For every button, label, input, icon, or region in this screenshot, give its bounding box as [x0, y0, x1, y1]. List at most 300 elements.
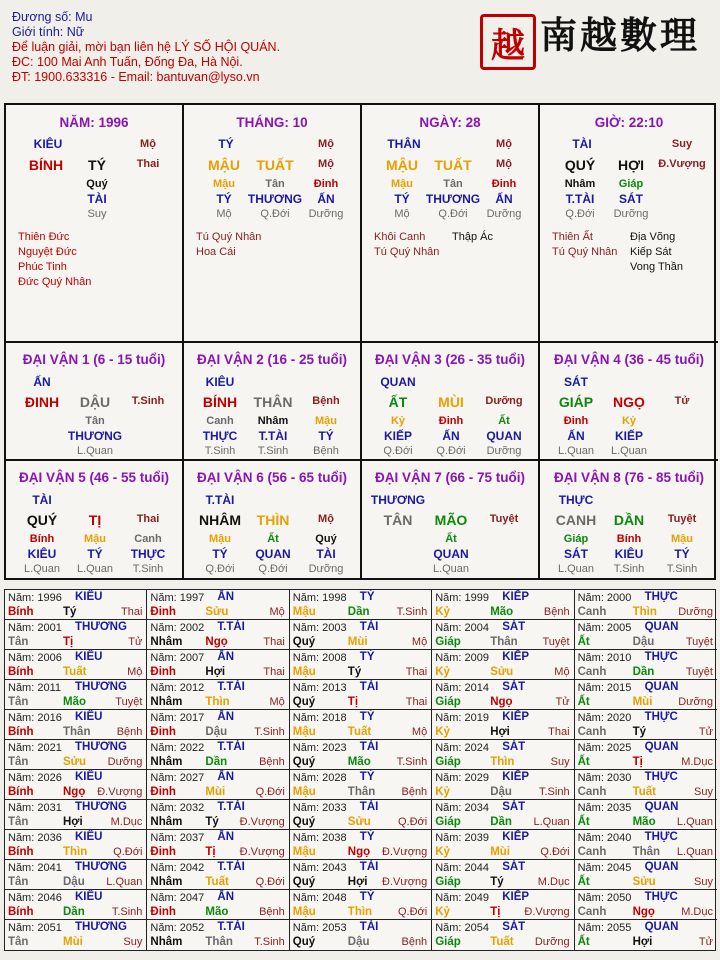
dai-van-title: ĐẠI VẬN 5 (46 - 55 tuổi): [18, 470, 170, 485]
year-thap-than: ẤN: [217, 831, 235, 843]
year-can: Nhâm: [150, 936, 183, 948]
year-label: Năm: 2015: [577, 682, 632, 694]
year-chi: Sửu: [632, 876, 656, 888]
year-truong-sinh: Q.Đới: [255, 876, 285, 888]
year-label: Năm: 1997: [150, 592, 205, 604]
year-grid: [4, 589, 716, 951]
hidden-truong-sinh: L.Quan: [557, 445, 595, 457]
year-truong-sinh: Bệnh: [116, 726, 143, 738]
year-label: Năm: 1996: [8, 592, 62, 604]
year-chi: Dần: [63, 906, 85, 918]
year-truong-sinh: Thai: [263, 666, 285, 678]
dai-van-can: NHÂM: [199, 512, 241, 528]
pillar-title: THÁNG: 10: [236, 115, 308, 130]
year-thap-than: KIÊU: [75, 651, 103, 663]
hidden-truong-sinh: T.Sinh: [613, 563, 645, 575]
year-truong-sinh: Suy: [123, 936, 143, 948]
year-can: Ất: [577, 636, 590, 648]
hidden-truong-sinh: L.Quan: [610, 445, 648, 457]
hidden-can: Tân: [443, 178, 463, 190]
year-thap-than: KIÊU: [75, 591, 103, 603]
pillar-can: BÍNH: [28, 157, 64, 173]
year-can: Ất: [577, 816, 590, 828]
pillar-thap-than: KIÊU: [33, 137, 63, 151]
year-thap-than: THƯƠNG: [75, 921, 127, 933]
year-can: Giáp: [435, 876, 461, 888]
hidden-can: Canh: [206, 415, 234, 427]
year-cell: [290, 740, 432, 770]
year-label: Năm: 2013: [292, 682, 347, 694]
year-thap-than: TÝ: [359, 891, 375, 903]
year-chi: Sửu: [63, 756, 87, 768]
year-truong-sinh: L.Quan: [676, 846, 713, 858]
year-truong-sinh: Mộ: [127, 666, 143, 678]
year-chi: Mùi: [632, 696, 653, 708]
hidden-can: Bính: [616, 533, 642, 545]
dai-van-chi: DẬU: [79, 394, 111, 410]
year-cell: [147, 590, 289, 620]
year-chi: Tý: [205, 816, 219, 828]
year-label: Năm: 2010: [577, 652, 632, 664]
year-label: Năm: 2020: [577, 712, 632, 724]
dai-van-title: ĐẠI VẬN 7 (66 - 75 tuổi): [374, 470, 526, 485]
year-can: Tân: [8, 636, 29, 648]
hidden-truong-sinh: Q.Đới: [383, 445, 413, 457]
year-cell: [290, 920, 432, 950]
year-can: Bính: [8, 906, 34, 918]
hidden-thap-than: SÁT: [564, 547, 588, 561]
year-cell: [147, 800, 289, 830]
hidden-thap-than: QUAN: [486, 429, 522, 443]
year-label: Năm: 2034: [435, 802, 489, 814]
year-label: Năm: 2027: [150, 772, 205, 784]
year-thap-than: THỰC: [644, 891, 678, 903]
year-chi: Tý: [632, 726, 647, 738]
year-truong-sinh: M.Dục: [537, 876, 570, 888]
hidden-thap-than: ẤN: [495, 192, 513, 206]
year-chi: Tị: [205, 846, 216, 858]
than-sat-star: Tú Quý Nhân: [552, 246, 618, 258]
hidden-truong-sinh: T.Sinh: [132, 563, 164, 575]
year-cell: [290, 860, 432, 890]
hidden-can: Giáp: [618, 178, 644, 190]
hidden-thap-than: KIẾP: [614, 429, 644, 443]
year-can: Ất: [577, 876, 590, 888]
year-can: Bính: [8, 606, 34, 618]
year-thap-than: QUAN: [644, 861, 679, 873]
year-thap-than: T.TÀI: [217, 801, 245, 813]
year-can: Quý: [292, 816, 316, 828]
hidden-truong-sinh: L.Quan: [23, 563, 61, 575]
year-truong-sinh: Mộ: [269, 696, 285, 708]
year-truong-sinh: Dưỡng: [534, 936, 570, 948]
year-thap-than: TÀI: [359, 801, 379, 813]
than-sat-star: Thập Ác: [452, 231, 493, 243]
year-label: Năm: 2004: [435, 622, 489, 634]
year-truong-sinh: Đ.Vượng: [239, 846, 285, 858]
dai-van-chi: MÙI: [438, 394, 464, 410]
hidden-thap-than: TÝ: [394, 192, 410, 206]
hidden-can: Đinh: [438, 415, 464, 427]
year-cell: [432, 830, 574, 860]
year-thap-than: ẤN: [217, 891, 235, 903]
hidden-can: Ất: [267, 533, 279, 545]
year-chi: Dậu: [490, 786, 512, 798]
year-truong-sinh: M.Dục: [681, 906, 713, 918]
year-can: Kỷ: [435, 666, 450, 678]
dai-van-thap-than: QUAN: [380, 375, 416, 389]
year-can: Nhâm: [150, 696, 183, 708]
hidden-can: Ất: [498, 415, 510, 427]
year-cell: [290, 830, 432, 860]
dai-van-thap-than: KIÊU: [205, 375, 235, 389]
year-chi: Tuất: [205, 876, 229, 888]
dai-van-title: ĐẠI VẬN 3 (26 - 35 tuổi): [374, 352, 526, 367]
year-can: Canh: [577, 606, 607, 618]
dai-van-thap-than: TÀI: [32, 493, 52, 507]
year-cell: [432, 590, 574, 620]
pillar-can: MẬU: [208, 157, 240, 173]
year-chi: Mão: [632, 816, 656, 828]
dai-van-title: ĐẠI VẬN 6 (56 - 65 tuổi): [196, 470, 348, 485]
year-truong-sinh: Mộ: [411, 726, 428, 738]
year-label: Năm: 2019: [435, 712, 489, 724]
year-cell: [290, 590, 432, 620]
dai-van-title: ĐẠI VẬN 1 (6 - 15 tuổi): [22, 352, 166, 367]
year-truong-sinh: T.Sinh: [254, 726, 285, 738]
year-label: Năm: 1999: [435, 592, 489, 604]
year-cell: [290, 680, 432, 710]
hidden-thap-than: TÝ: [318, 429, 334, 443]
dai-van-cell: [184, 461, 362, 578]
year-truong-sinh: Thai: [548, 726, 570, 738]
than-sat-star: Địa Võng: [630, 231, 676, 243]
pillar-truong-sinh: Đ.Vượng: [658, 158, 706, 170]
dai-van-truong-sinh: Dưỡng: [485, 395, 523, 407]
hidden-truong-sinh: Dưỡng: [308, 208, 344, 220]
year-cell: [432, 860, 574, 890]
year-thap-than: THƯƠNG: [75, 861, 127, 873]
year-chi: Dần: [632, 666, 655, 678]
hidden-can: Giáp: [563, 533, 589, 545]
year-thap-than: KIẾP: [502, 651, 530, 663]
year-can: Quý: [292, 876, 316, 888]
than-sat-star: Tú Quý Nhân: [374, 246, 440, 258]
year-label: Năm: 2018: [292, 712, 347, 724]
hidden-can: Đinh: [313, 178, 339, 190]
year-thap-than: TÀI: [359, 861, 379, 873]
year-truong-sinh: Thai: [405, 696, 428, 708]
year-can: Tân: [8, 696, 29, 708]
year-can: Đinh: [150, 726, 176, 738]
year-thap-than: SÁT: [502, 621, 526, 633]
year-label: Năm: 2026: [8, 772, 62, 784]
year-can: Mậu: [292, 786, 316, 798]
year-label: Năm: 2032: [150, 802, 205, 814]
gioi-tinh: Giới tính: Nữ: [12, 25, 85, 39]
year-truong-sinh: Tuyệt: [542, 636, 570, 648]
year-chi: Ngọ: [63, 786, 86, 798]
hidden-can: Quý: [315, 533, 337, 545]
year-cell: [5, 710, 147, 740]
year-truong-sinh: Q.Đới: [397, 816, 428, 828]
dai-van-cell: [540, 343, 718, 461]
year-chi: Tị: [490, 906, 501, 918]
brand-title: 南越數理: [540, 13, 700, 57]
year-label: Năm: 2043: [292, 862, 347, 874]
year-truong-sinh: Mộ: [269, 606, 285, 618]
year-can: Tân: [8, 816, 29, 828]
year-label: Năm: 2054: [435, 922, 489, 934]
dai-van-cell: [184, 343, 362, 461]
year-cell: [147, 920, 289, 950]
year-cell: [290, 650, 432, 680]
year-cell: [147, 740, 289, 770]
year-label: Năm: 2045: [577, 862, 632, 874]
hidden-thap-than: TÝ: [212, 547, 228, 561]
hidden-thap-than: TÝ: [674, 547, 690, 561]
hidden-can: Mậu: [84, 533, 106, 545]
dai-van-can: QUÝ: [26, 512, 58, 528]
hidden-thap-than: TÝ: [216, 192, 232, 206]
dai-van-title: ĐẠI VẬN 2 (16 - 25 tuổi): [196, 352, 348, 367]
year-cell: [5, 920, 147, 950]
year-label: Năm: 2021: [8, 742, 62, 754]
year-can: Bính: [8, 666, 34, 678]
year-can: Đinh: [150, 666, 176, 678]
year-thap-than: KIẾP: [502, 891, 530, 903]
year-truong-sinh: T.Sinh: [254, 936, 285, 948]
year-chi: Tý: [347, 666, 362, 678]
year-can: Mậu: [292, 846, 316, 858]
year-truong-sinh: Thai: [405, 666, 428, 678]
year-label: Năm: 2031: [8, 802, 62, 814]
year-chi: Tuất: [632, 786, 657, 798]
year-chi: Hợi: [490, 726, 510, 738]
year-label: Năm: 2053: [292, 922, 347, 934]
year-thap-than: TÀI: [359, 741, 379, 753]
year-can: Tân: [8, 756, 29, 768]
year-chi: Mão: [63, 696, 86, 708]
year-chi: Sửu: [347, 816, 371, 828]
pillar-can: QUÝ: [564, 157, 596, 173]
year-thap-than: ẤN: [217, 591, 235, 603]
dai-van-can: TÂN: [383, 512, 413, 528]
hidden-can: Tân: [85, 415, 105, 427]
hidden-can: Tân: [265, 178, 285, 190]
year-chi: Hợi: [63, 816, 83, 828]
year-truong-sinh: Đ.Vượng: [524, 906, 570, 918]
hidden-truong-sinh: Dưỡng: [613, 208, 649, 220]
hidden-can: Nhâm: [564, 178, 596, 190]
year-thap-than: THƯƠNG: [75, 621, 127, 633]
hidden-thap-than: SÁT: [619, 192, 643, 206]
dai-van-cell: [362, 343, 540, 461]
year-cell: [147, 890, 289, 920]
year-chi: Sửu: [205, 606, 229, 618]
year-label: Năm: 2028: [292, 772, 347, 784]
year-thap-than: THỰC: [644, 711, 678, 723]
dai-van-can: BÍNH: [202, 394, 238, 410]
year-truong-sinh: Thai: [120, 606, 143, 618]
year-cell: [575, 710, 717, 740]
year-cell: [432, 680, 574, 710]
year-truong-sinh: T.Sinh: [396, 756, 428, 768]
hidden-truong-sinh: Dưỡng: [486, 208, 522, 220]
than-sat-star: Vong Thần: [630, 261, 684, 273]
year-can: Đinh: [150, 606, 176, 618]
than-sat-star: Thiên Ất: [552, 231, 593, 243]
year-can: Ất: [577, 936, 590, 948]
pillar-can: MẬU: [386, 157, 418, 173]
hidden-truong-sinh: T.Sinh: [257, 445, 289, 457]
year-can: Kỷ: [435, 786, 450, 798]
year-thap-than: QUAN: [644, 621, 679, 633]
dai-van-chi: MÃO: [434, 512, 468, 528]
year-can: Giáp: [435, 816, 461, 828]
pillar-cell: [6, 105, 184, 343]
pillar-title: NGÀY: 28: [419, 115, 481, 130]
year-label: Năm: 2037: [150, 832, 205, 844]
hidden-thap-than: THƯƠNG: [425, 192, 481, 206]
dai-van-truong-sinh: Thai: [136, 513, 160, 525]
year-chi: Ngọ: [632, 906, 655, 918]
year-chi: Dậu: [347, 936, 370, 948]
pillar-truong-sinh: Mộ: [318, 158, 334, 170]
year-thap-than: SÁT: [502, 681, 526, 693]
year-can: Mậu: [292, 906, 316, 918]
hidden-can: Kỷ: [621, 415, 637, 427]
hidden-thap-than: ẤN: [317, 192, 335, 206]
year-cell: [147, 710, 289, 740]
year-label: Năm: 2002: [150, 622, 205, 634]
year-cell: [290, 800, 432, 830]
year-cell: [432, 620, 574, 650]
year-chi: Dần: [347, 606, 370, 618]
year-can: Ất: [577, 696, 590, 708]
hidden-thap-than: QUAN: [433, 547, 469, 561]
dai-van-truong-sinh: Tử: [674, 395, 690, 407]
year-cell: [575, 800, 717, 830]
year-chi: Dậu: [632, 636, 655, 648]
hidden-truong-sinh: Dưỡng: [486, 445, 522, 457]
year-can: Canh: [577, 666, 607, 678]
hidden-can: Mậu: [209, 533, 231, 545]
year-chi: Ngọ: [490, 696, 513, 708]
hidden-truong-sinh: Q.Đới: [258, 563, 288, 575]
year-thap-than: TÀI: [359, 921, 379, 933]
year-label: Năm: 2007: [150, 652, 205, 664]
than-sat-star: Phúc Tinh: [18, 261, 67, 273]
dai-van-cell: [6, 461, 184, 578]
year-chi: Tuất: [490, 936, 514, 948]
year-truong-sinh: Suy: [694, 876, 713, 888]
pillar-chi: TÝ: [88, 157, 106, 173]
year-label: Năm: 2008: [292, 652, 347, 664]
hidden-thap-than: KIẾP: [383, 429, 413, 443]
year-chi: Thân: [632, 846, 661, 858]
year-can: Canh: [577, 906, 607, 918]
hidden-can: Quý: [86, 178, 108, 190]
year-thap-than: SÁT: [502, 921, 526, 933]
year-label: Năm: 2009: [435, 652, 489, 664]
year-label: Năm: 2051: [8, 922, 62, 934]
year-label: Năm: 2001: [8, 622, 62, 634]
year-truong-sinh: Tử: [555, 696, 570, 708]
than-sat-star: Kiếp Sát: [630, 246, 672, 258]
year-truong-sinh: Bệnh: [259, 906, 285, 918]
dai-van-thap-than: SÁT: [564, 375, 588, 389]
year-label: Năm: 2029: [435, 772, 489, 784]
year-thap-than: T.TÀI: [217, 681, 245, 693]
year-cell: [5, 800, 147, 830]
dai-van-truong-sinh: Tuyệt: [489, 513, 519, 525]
hidden-truong-sinh: T.Sinh: [204, 445, 236, 457]
year-truong-sinh: Suy: [694, 786, 713, 798]
year-cell: [575, 770, 717, 800]
year-chi: Thìn: [632, 606, 657, 618]
year-cell: [575, 920, 717, 950]
hidden-truong-sinh: Q.Đới: [205, 563, 235, 575]
pillar-thap-than: TÀI: [572, 137, 592, 151]
year-thap-than: ẤN: [217, 711, 235, 723]
pillar-truong-sinh: Thai: [136, 158, 160, 170]
year-label: Năm: 2042: [150, 862, 205, 874]
year-cell: [5, 650, 147, 680]
dai-van-thap-than: T.TÀI: [205, 493, 235, 507]
year-label: Năm: 2025: [577, 742, 632, 754]
year-label: Năm: 2040: [577, 832, 632, 844]
year-cell: [432, 740, 574, 770]
year-thap-than: KIÊU: [75, 891, 103, 903]
year-can: Mậu: [292, 666, 316, 678]
pillar-title: GIỜ: 22:10: [594, 115, 664, 130]
year-cell: [5, 590, 147, 620]
year-can: Mậu: [292, 606, 316, 618]
year-label: Năm: 2005: [577, 622, 632, 634]
hidden-can: Bính: [29, 533, 55, 545]
hidden-truong-sinh: Mộ: [394, 208, 410, 220]
year-thap-than: SÁT: [502, 861, 526, 873]
dai-van-can: CANH: [555, 512, 597, 528]
year-can: Giáp: [435, 636, 461, 648]
hidden-can: Mậu: [671, 533, 693, 545]
year-can: Kỷ: [435, 906, 450, 918]
dai-van-chi: THÂN: [253, 394, 293, 410]
dai-van-truong-sinh: Tuyệt: [667, 513, 697, 525]
hidden-truong-sinh: L.Quan: [557, 563, 595, 575]
year-cell: [290, 710, 432, 740]
year-truong-sinh: Bệnh: [259, 756, 285, 768]
year-label: Năm: 2016: [8, 712, 62, 724]
year-truong-sinh: Đ.Vượng: [239, 816, 285, 828]
hidden-truong-sinh: L.Quan: [76, 563, 114, 575]
year-chi: Hợi: [347, 876, 368, 888]
hidden-thap-than: THƯƠNG: [247, 192, 303, 206]
year-thap-than: TÀI: [359, 681, 379, 693]
year-label: Năm: 2024: [435, 742, 489, 754]
hidden-truong-sinh: T.Sinh: [666, 563, 698, 575]
year-chi: Tị: [63, 636, 74, 648]
year-truong-sinh: Bệnh: [401, 786, 428, 798]
year-cell: [575, 830, 717, 860]
year-can: Kỷ: [435, 726, 450, 738]
hidden-truong-sinh: L.Quan: [76, 445, 114, 457]
year-chi: Tuất: [347, 726, 372, 738]
year-chi: Tý: [63, 606, 77, 618]
year-thap-than: QUAN: [644, 921, 679, 933]
year-can: Giáp: [435, 756, 461, 768]
